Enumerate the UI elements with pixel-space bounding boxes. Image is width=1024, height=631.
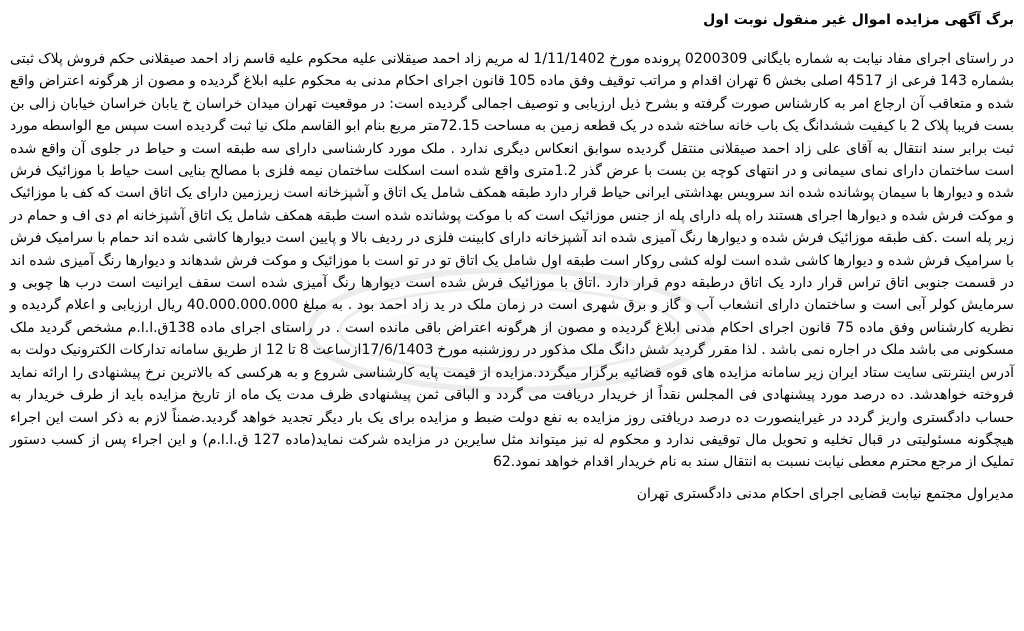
- notice-title: برگ آگهی مزایده اموال غیر منقول نوبت اول: [703, 12, 1014, 28]
- notice-signature: مدیراول مجتمع نیابت قضایی اجرای احکام مدنی دادگستری تهران: [636, 485, 1014, 502]
- notice-body: در راستای اجرای مفاد نیابت به شماره بایگانی 0200309 پرونده مورخ 1/11/1402 له مریم زاد احمد صیقلانی علیه محکوم علیه قاسم زاد احمد صیقلانی حکم فروش پلاک ثبتی بشماره 143 فرعی از 4517 اصلی بخش 6 تهران اقدام و مراتب توقیف وفق ماده 105 قانون اجرای احکام مدنی به محکوم علیه ابلاغ گردیده و مصون از هرگونه اعتراض واقع شده و متعاقب آن ارجاع امر به کارشناس صورت گرفته و بشرح ذیل ارزیابی و توصیف اجمالی گردیده است: در موقعیت تهران میدان خراسان خ یابان خراسان خیابان زالی بن بست فریبا پلاک 2 با کیفیت ششدانگ یک باب خانه ساخته شده در یک قطعه زمین به مساحت 72.15متر مربع بنام ابو القاسم ملک نیا ثبت گردیده است سپس مع الواسطه مورد ثبت برابر سند انتقال به آقای علی زاد احمد صیقلانی منتقل گردیده سوابق انعکاس دیگری ندارد . ملک مورد کارشناسی دارای سه طبقه است و حیاط در جلوی آن واقع شده است ساختمان دارای نمای سیمانی و در انتهای کوچه بن بست با عرض گذر 1.2متری واقع شده است اسکلت ساختمان نیمه فلزی با مصالح بنایی است حیاط با موزائیک فرش شده و دیوارها با سیمان پوشانده شده اند سرویس بهداشتی ایرانی حیاط قرار دارد طبقه همکف شامل یک اتاق و آشپزخانه است زیرزمین دارای یک اتاق است که کف با موزائیک و موکت فرش شده و دیوارها اجرای هستند راه پله دارای پله از جنس موزائیک است که با موکت پوشانده شده است طبقه همکف شامل یک اتاق آشپزخانه ام دی اف و حمام در زیر پله است .کف طبقه موزائیک فرش شده و دیوارها رنگ آمیزی شده اند آشپزخانه دارای کابینت فلزی در ردیف بالا و پایین است دیوارها کاشی شده اند حمام با سرامیک فرش با سرامیک فرش شده و دیوارها کاشی شده است لوله کشی روکار است طبقه اول شامل یک اتاق تو در تو است با موزائیک و موکت فرش شدهاند و دیوارها رنگ آمیزی شده اند در قسمت جنوبی اتاق تراس قرار دارد یک اتاق درطبقه دوم قرار دارد .اتاق با موزائیک فرش شده است دیوارها رنگ آمیزی شده است سقف ایرانیت است درب ها چوبی و سرمایش کولر آبی است و ساختمان دارای انشعاب آب و گاز و برق شهری است در زمان ملک در ید زاد احمد بود . به مبلغ 40.000.000.000 ریال ارزیابی و اعلام گردیده و نظریه کارشناس وفق ماده 75 قانون اجرای احکام مدنی ابلاغ گردیده و مصون از هرگونه اعتراض باقی مانده است . در راستای اجرای ماده 138ق.ا.ا.م مشخص گردید ملک مسکونی می باشد ملک در اجاره نمی باشد . لذا مقرر گردید شش دانگ ملک مذکور در روزشنبه مورخ 17/6/1403ازساعت 8 تا 12 از طریق سامانه تدارکات الکترونیک دولت به آدرس اینترنتی سایت ستاد ایران زیر سامانه مزایده های قوه قضائیه برگزار میگردد.مزایده از قیمت پایه کارشناسی شروع و به هرکسی که بالاترین نرخ پیشنهادی را ارائه نماید فروخته خواهدشد. ده درصد مورد پیشنهادی فی المجلس نقداً از خریدار دریافت می گردد و الباقی ثمن پیشنهادی ظرف مدت یک ماه از تاریخ مزایده باید از طرف خریدار به حساب دادگستری واریز گردد در غیراینصورت ده درصد دریافتی روز مزایده به نفع دولت ضبط و مزایده برای یک بار دیگر تجدید خواهد گردید.ضمناً لازم به ذکر است این اجراء هیچگونه مسئولیتی در قبال تخلیه و تحویل مال توقیفی ندارد و محکوم له نیز میتواند مثل سایرین در مزایده شرکت نماید(ماده 127 ق.ا.ا.م) و این اجراء پس از کسب دستور تملیک از مرجع محترم معطی نیابت نسبت به انتقال سند به نام خریدار اقدام خواهد نمود.62: [10, 51, 1015, 471]
